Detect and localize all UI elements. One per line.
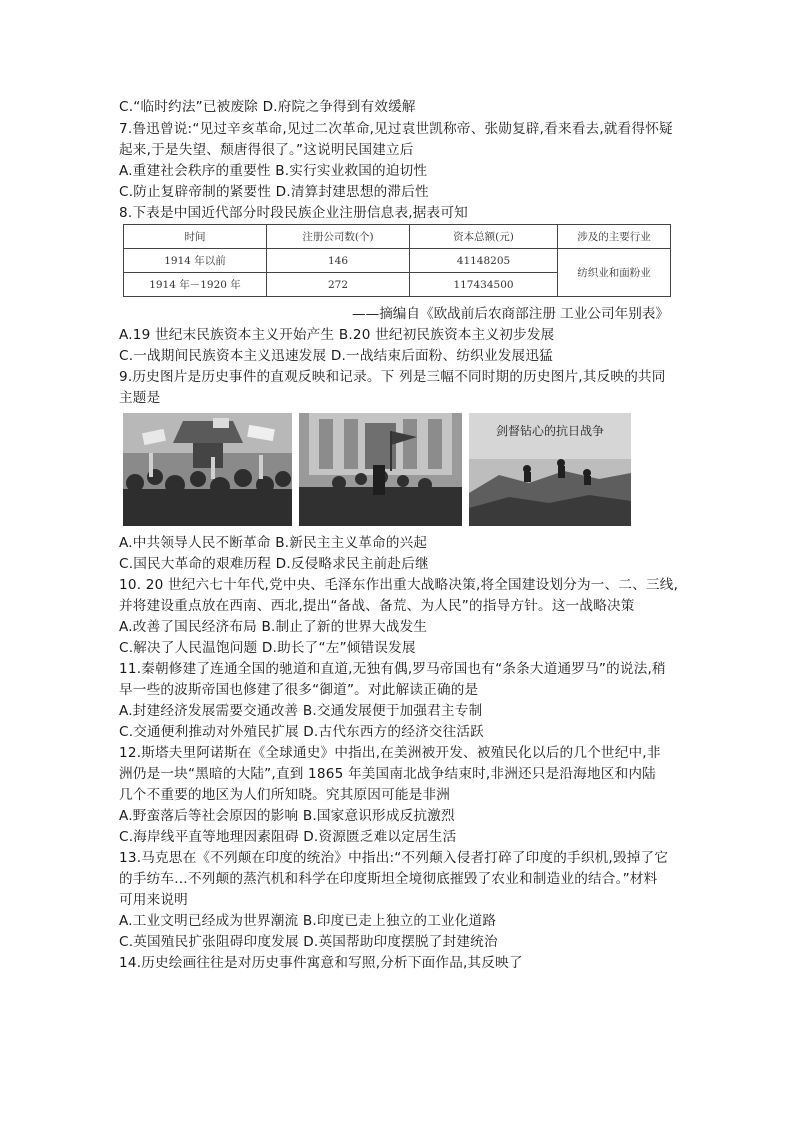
q11-options-cd: C.交通便利推动对外殖民扩展 D.古代东西方的经济交往活跃 (119, 724, 484, 740)
q13-stem-line1: 13.马克思在《不列颠在印度的统治》中指出:“不列颠入侵者打碎了印度的手织机,毁掉了它 (119, 850, 669, 866)
q7-stem-line2: 起来,于是失望、颓唐得很了。”这说明民国建立后 (119, 142, 414, 158)
table-cell-industry: 纺织业和面粉业 (558, 249, 671, 297)
q10-options-cd: C.解决了人民温饱问题 D.助长了“左”倾错误发展 (119, 640, 416, 656)
q8-stem: 8.下表是中国近代部分时段民族企业注册信息表,据表可知 (119, 205, 468, 221)
q10-stem-line1: 10. 20 世纪六七十年代,党中央、毛泽东作出重大战略决策,将全国建设划分为一、二、三线, (119, 577, 679, 593)
q10-options-ab: A.改善了国民经济布局 B.制止了新的世界大战发生 (119, 619, 428, 635)
q12-options-cd: C.海岸线平直等地理因素阻碍 D.资源匮乏难以定居生活 (119, 829, 457, 845)
q13-stem-line2: 的手纺车…不列颠的蒸汽机和科学在印度斯坦全境彻底摧毁了农业和制造业的结合。”材料 (119, 871, 658, 887)
q12-stem-line1: 12.斯塔夫里阿诺斯在《全球通史》中指出,在美洲被开发、被殖民化以后的几个世纪中,非 (119, 745, 661, 761)
q8-options-ab: A.19 世纪末民族资本主义开始产生 B.20 世纪初民族资本主义初步发展 (119, 327, 555, 343)
photo-caption: 剑督钻心的抗日战争 (495, 424, 605, 438)
q11-stem-line2: 早一些的波斯帝国也修建了很多“御道”。对此解读正确的是 (119, 682, 479, 698)
q7-options-ab: A.重建社会秩序的重要性 B.实行实业救国的迫切性 (119, 163, 428, 179)
table-cell: 41148205 (410, 249, 558, 273)
q8-options-cd: C.一战期间民族资本主义迅速发展 D.一战结束后面粉、纺织业发展迅猛 (119, 348, 553, 364)
history-photo-1 (123, 413, 292, 526)
table-row (124, 249, 671, 273)
q14-stem: 14.历史绘画往往是对历史事件寓意和写照,分析下面作品,其反映了 (119, 955, 523, 971)
q12-stem-line3: 几个不重要的地区为人们所知晓。究其原因可能是非洲 (119, 787, 451, 803)
table-cell: 146 (267, 249, 410, 273)
table-cell: 1914 年－1920 年 (124, 273, 267, 297)
table-header-row (124, 225, 671, 249)
q9-options-cd: C.国民大革命的艰难历程 D.反侵略求民主前赴后继 (119, 556, 429, 572)
table-header-cell: 时间 (124, 225, 267, 249)
q12-options-ab: A.野蛮落后等社会原因的影响 B.国家意识形成反抗激烈 (119, 808, 455, 824)
history-photos (123, 413, 631, 526)
q13-options-cd: C.英国殖民扩张阻碍印度发展 D.英国帮助印度摆脱了封建统治 (119, 934, 498, 950)
q12-stem-line2: 洲仍是一块“黑暗的大陆”,直到 1865 年美国南北战争结束时,非洲还只是沿海地区和内陆 (119, 766, 656, 782)
table-header-cell: 涉及的主要行业 (558, 225, 671, 249)
table-cell: 1914 年以前 (124, 249, 267, 273)
q9-options-ab: A.中共领导人民不断革命 B.新民主主义革命的兴起 (119, 535, 428, 551)
enterprise-registration-table (123, 224, 671, 297)
q9-stem-line1: 9.历史图片是历史事件的直观反映和记录。下 列是三幅不同时期的历史图片,其反映的共同 (119, 369, 666, 385)
q6-options-cd: C.“临时约法”已被废除 D.府院之争得到有效缓解 (119, 99, 416, 115)
q7-stem-line1: 7.鲁迅曾说:“见过辛亥革命,见过二次革命,见过袁世凯称帝、张勋复辟,看来看去,就看得怀疑 (119, 121, 673, 137)
q9-stem-line2: 主题是 (119, 390, 161, 406)
q11-stem-line1: 11.秦朝修建了连通全国的驰道和直道,无独有偶,罗马帝国也有“条条大道通罗马”的说法,稍 (119, 661, 666, 677)
q11-options-ab: A.封建经济发展需要交通改善 B.交通发展便于加强君主专制 (119, 703, 483, 719)
table-source: ——摘编自《欧战前后农商部注册 工业公司年别表》 (352, 306, 669, 322)
q13-stem-line3: 可用来说明 (119, 892, 188, 908)
history-photo-2 (299, 413, 462, 526)
table-cell: 117434500 (410, 273, 558, 297)
table-header-cell: 资本总额(元) (410, 225, 558, 249)
q10-stem-line2: 并将建设重点放在西南、西北,提出“备战、备荒、为人民”的指导方针。这一战略决策 (119, 598, 635, 614)
history-photo-3 (469, 413, 631, 526)
table-header-cell: 注册公司数(个) (267, 225, 410, 249)
q13-options-ab: A.工业文明已经成为世界潮流 B.印度已走上独立的工业化道路 (119, 913, 497, 929)
table-cell: 272 (267, 273, 410, 297)
q7-options-cd: C.防止复辟帝制的紧要性 D.清算封建思想的滞后性 (119, 184, 429, 200)
